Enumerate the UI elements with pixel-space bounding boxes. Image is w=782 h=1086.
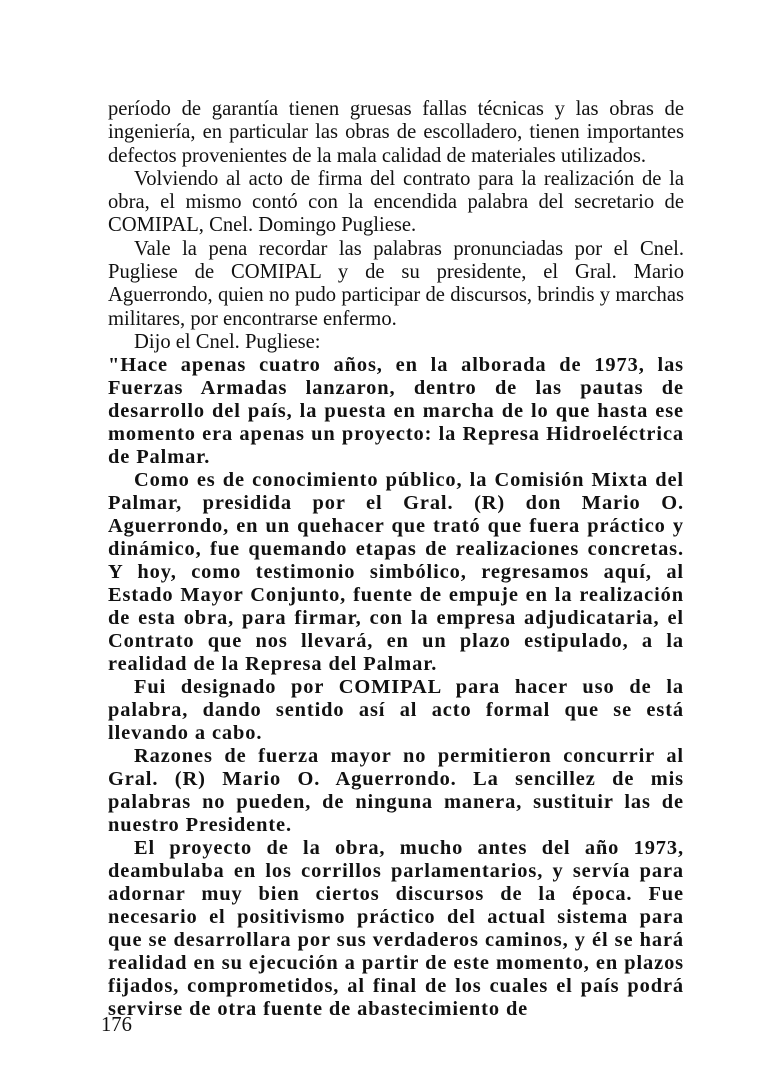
paragraph-pugliese-said: Dijo el Cnel. Pugliese:: [134, 330, 321, 353]
quote-paragraph-fuerza-mayor: Razones de fuerza mayor no permitieron concurrir al Gral. (R) Mario O. Aguerrondo. La sencillez de mis palabras no pueden, de ninguna manera, sustituir las de nuestro Presidente.: [108, 745, 684, 837]
quote-paragraph-comision-mixta: Como es de conocimiento público, la Comisión Mixta del Palmar, presidida por el Gral. (R) don Mario O. Aguerrondo, en un quehacer que trató que fuera práctico y dinámico, fue quemando etapas de realizaciones concretas. Y hoy, como testimonio simbólico, regresamos aquí, al Estado Mayor Conjunto, fuente de empuje en la realización de esta obra, para firmar, con la empresa adjudicataria, el Contrato que nos llevará, en un plazo estipulado, a la realidad de la Represa del Palmar.: [108, 469, 684, 676]
quote-paragraph-1973: "Hace apenas cuatro años, en la alborada de 1973, las Fuerzas Armadas lanzaron, dentro de las pautas de desarrollo del país, la puesta en marcha de lo que hasta ese momento era apenas un proyecto: la Represa Hidroeléctrica de Palmar.: [108, 354, 684, 469]
quote-paragraph-proyecto: El proyecto de la obra, mucho antes del año 1973, deambulaba en los corrillos parlamentarios, y servía para adornar muy bien ciertos discursos de la época. Fue necesario el positivismo práctico del actual sistema para que se desarrollara por sus verdaderos caminos, y él se hará realidad en su ejecución a partir de este momento, en plazos fijados, comprometidos, al final de los cuales el país podrá servirse de otra fuente de abastecimiento de: [108, 837, 684, 1021]
paragraph-contract-signing: Volviendo al acto de firma del contrato para la realización de la obra, el mismo contó con la encendida palabra del secretario de COMIPAL, Cnel. Domingo Pugliese.: [108, 167, 684, 237]
paragraph-recall-words: Vale la pena recordar las palabras pronunciadas por el Cnel. Pugliese de COMIPAL y de su presidente, el Gral. Mario Aguerrondo, quien no pudo participar de discursos, brindis y marchas militares, por encontrarse enfermo.: [108, 237, 684, 330]
page-body: [108, 98, 684, 1021]
quote-paragraph-designado: Fui designado por COMIPAL para hacer uso de la palabra, dando sentido así al acto formal que se está llevando a cabo.: [108, 676, 684, 745]
paragraph-continuation: período de garantía tienen gruesas fallas técnicas y las obras de ingeniería, en particular las obras de escolladero, tienen importantes defectos provenientes de la mala calidad de materiales utilizados.: [108, 98, 684, 167]
page-number: 176: [101, 1014, 132, 1036]
